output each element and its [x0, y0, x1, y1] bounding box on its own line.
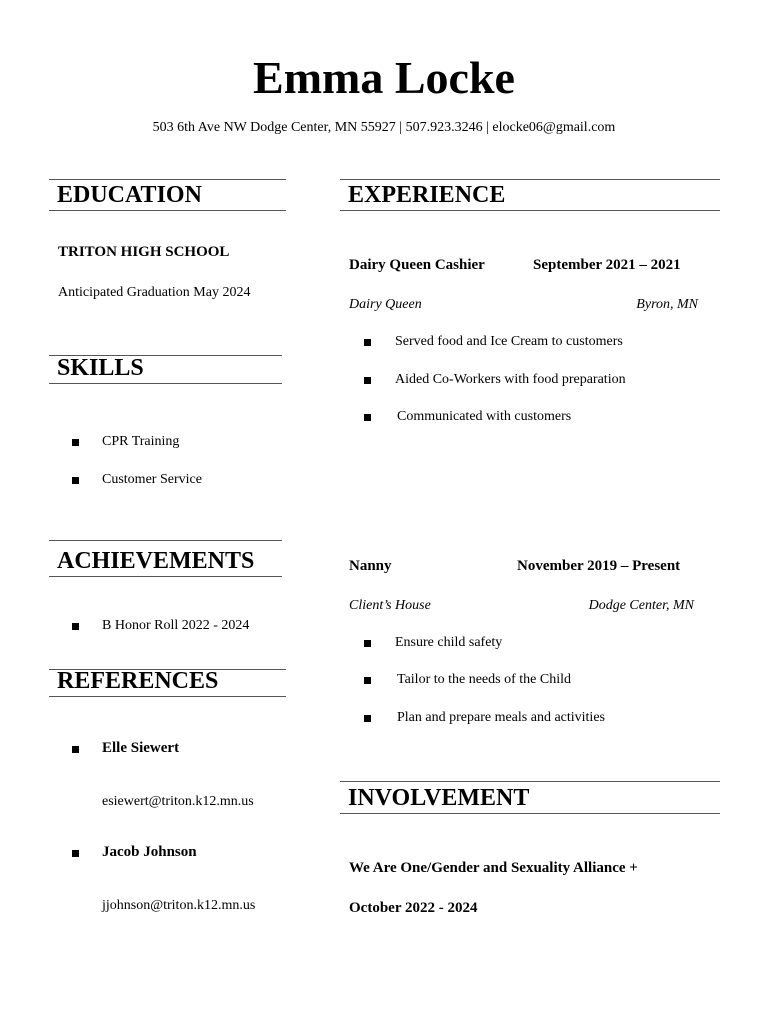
education-section-header — [49, 179, 286, 211]
involvement-dates: October 2022 - 2024 — [349, 900, 478, 916]
experience-section-header — [340, 179, 720, 211]
bullet-icon — [72, 746, 79, 753]
resume-name: Emma Locke — [253, 52, 515, 103]
job-duty: Communicated with customers — [397, 409, 572, 424]
job-employer: Dairy Queen — [349, 297, 422, 312]
bullet-icon — [72, 439, 79, 446]
experience-heading: EXPERIENCE — [348, 182, 506, 208]
skill-item: Customer Service — [102, 472, 202, 487]
achievements-section-header — [49, 540, 282, 577]
references-heading: REFERENCES — [57, 668, 219, 694]
bullet-icon — [364, 715, 371, 722]
skills-section-header — [49, 355, 282, 384]
achievement-item: B Honor Roll 2022 - 2024 — [102, 618, 250, 633]
job-location: Byron, MN — [636, 297, 698, 312]
reference-name: Elle Siewert — [102, 740, 180, 756]
reference-name: Jacob Johnson — [102, 844, 197, 860]
job-dates: September 2021 – 2021 — [533, 257, 681, 273]
bullet-icon — [364, 377, 371, 384]
job-duty: Tailor to the needs of the Child — [397, 672, 571, 687]
job-duty: Ensure child safety — [395, 635, 503, 650]
reference-email: esiewert@triton.k12.mn.us — [102, 794, 254, 809]
bullet-icon — [364, 339, 371, 346]
school-name: TRITON HIGH SCHOOL — [58, 244, 230, 260]
job-dates: November 2019 – Present — [517, 558, 681, 574]
job-employer: Client’s House — [349, 598, 431, 613]
bullet-icon — [72, 623, 79, 630]
job-duty: Served food and Ice Cream to customers — [395, 334, 623, 349]
bullet-icon — [72, 850, 79, 857]
achievements-heading: ACHIEVEMENTS — [57, 548, 255, 574]
involvement-heading: INVOLVEMENT — [348, 785, 530, 811]
skill-item: CPR Training — [102, 434, 180, 449]
reference-email: jjohnson@triton.k12.mn.us — [102, 898, 256, 913]
bullet-icon — [364, 640, 371, 647]
contact-line: 503 6th Ave NW Dodge Center, MN 55927 | 507.923.3246 | elocke06@gmail.com — [152, 120, 616, 135]
job-location: Dodge Center, MN — [588, 598, 694, 613]
bullet-icon — [364, 414, 371, 421]
graduation-text: Anticipated Graduation May 2024 — [58, 285, 251, 300]
job-title: Dairy Queen Cashier — [349, 257, 485, 273]
bullet-icon — [72, 477, 79, 484]
job-duty: Aided Co-Workers with food preparation — [395, 372, 626, 387]
job-duty: Plan and prepare meals and activities — [397, 710, 605, 725]
involvement-organization: We Are One/Gender and Sexuality Alliance + — [349, 860, 638, 876]
references-section-header — [49, 669, 286, 697]
skills-heading: SKILLS — [57, 355, 144, 381]
bullet-icon — [364, 677, 371, 684]
job-title: Nanny — [349, 558, 392, 574]
involvement-section-header — [340, 781, 720, 814]
education-heading: EDUCATION — [57, 182, 202, 208]
